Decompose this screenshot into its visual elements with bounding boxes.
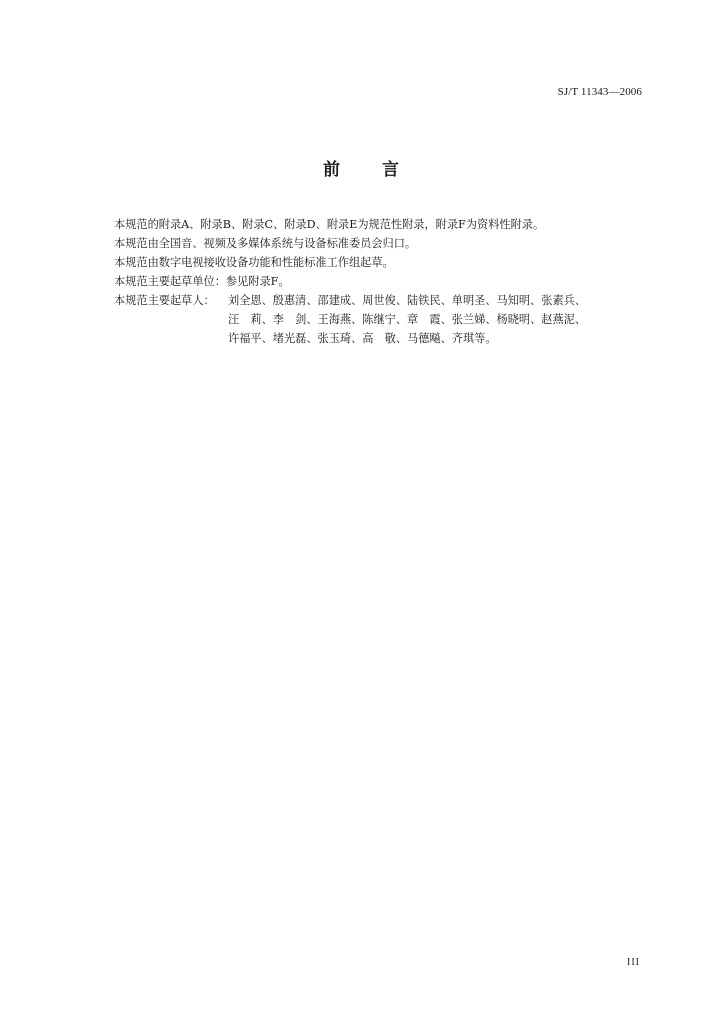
paragraph-committee: 本规范由全国音、视频及多媒体系统与设备标准委员会归口。 bbox=[114, 237, 417, 250]
drafters-line: 汪 莉、李 剑、王海燕、陈继宁、章 霞、张兰娣、杨晓明、赵燕泥、 bbox=[228, 313, 587, 326]
page-number: III bbox=[627, 957, 640, 968]
document-number: SJ/T 11343—2006 bbox=[557, 86, 642, 98]
drafters-list bbox=[228, 291, 586, 348]
drafters-block bbox=[114, 291, 654, 348]
drafters-line: 刘全恩、殷惠清、邵建成、周世俊、陆铁民、单明圣、马知明、张素兵、 bbox=[228, 294, 587, 307]
page-title bbox=[0, 155, 724, 180]
title-char-1: 前 bbox=[323, 160, 342, 180]
title-char-2: 言 bbox=[382, 160, 401, 180]
drafters-label: 本规范主要起草人： bbox=[114, 294, 215, 307]
drafters-line: 许福平、堵光磊、张玉琦、高 敬、马德飚、齐琪等。 bbox=[228, 332, 497, 345]
foreword-body bbox=[114, 215, 654, 348]
paragraph-drafting-units: 本规范主要起草单位：参见附录F。 bbox=[114, 275, 290, 288]
paragraph-working-group: 本规范由数字电视接收设备功能和性能标准工作组起草。 bbox=[114, 256, 394, 269]
paragraph-appendix-note: 本规范的附录A、附录B、附录C、附录D、附录E为规范性附录，附录F为资料性附录。 bbox=[114, 218, 545, 231]
